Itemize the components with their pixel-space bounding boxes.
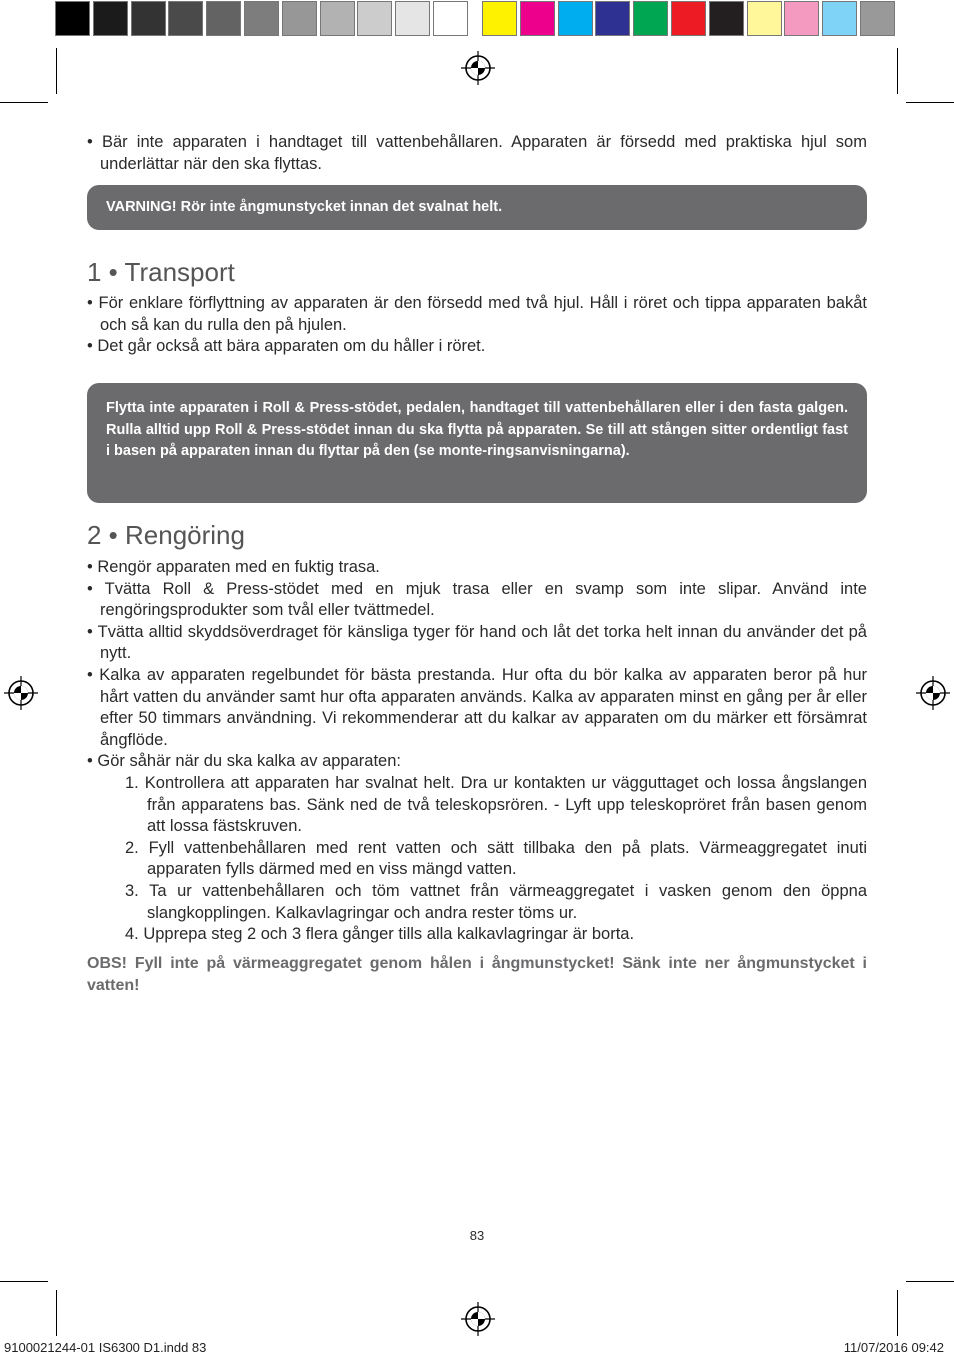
step-item: 3. Ta ur vattenbehållaren och töm vattnet från värmeaggregatet i vasken genom den öppna slangkopplingen. Kalkavlagringar och andra rester töms ur. <box>125 881 867 922</box>
intro-bullet: • Bär inte apparaten i handtaget till vattenbehållaren. Apparaten är försedd med praktiska hjul som underlättar när den ska flyttas. <box>87 132 867 175</box>
cleaning-section <box>87 557 867 946</box>
crop-mark <box>0 102 48 103</box>
gray-swatch <box>168 1 203 36</box>
color-swatch <box>595 1 630 36</box>
gray-swatch <box>93 1 128 36</box>
color-swatch <box>822 1 857 36</box>
color-swatch <box>633 1 668 36</box>
step-item: 1. Kontrollera att apparaten har svalnat helt. Dra ur kontakten ur vägguttaget och lossa ångslangen från apparatens bas. Sänk ned de två teleskopsrören. - Lyft upp teleskopröret från basen genom att lossa fästskruven. <box>125 773 867 836</box>
crop-mark <box>0 1281 48 1282</box>
transport-section <box>87 293 867 358</box>
gray-swatch <box>282 1 317 36</box>
color-swatch <box>558 1 593 36</box>
color-swatch <box>520 1 555 36</box>
list-item: • Det går också att bära apparaten om du håller i röret. <box>87 336 867 358</box>
crop-mark <box>897 48 898 94</box>
warning-box <box>87 383 867 503</box>
registration-mark-icon <box>916 676 950 710</box>
color-swatch <box>784 1 819 36</box>
color-swatch <box>860 1 895 36</box>
crop-mark <box>56 48 57 94</box>
gray-swatch <box>131 1 166 36</box>
descaling-steps <box>87 773 867 946</box>
gray-swatch <box>357 1 392 36</box>
registration-mark-icon <box>461 51 495 85</box>
grayscale-bar <box>55 1 471 38</box>
gray-swatch <box>395 1 430 36</box>
registration-mark-icon <box>461 1302 495 1336</box>
gray-swatch <box>55 1 90 36</box>
footer-timestamp: 11/07/2016 09:42 <box>843 1340 944 1355</box>
intro-section <box>87 132 867 175</box>
crop-mark <box>906 1281 954 1282</box>
gray-swatch <box>433 1 468 36</box>
color-swatch <box>747 1 782 36</box>
footer-file-info: 9100021244-01 IS6300 D1.indd 83 <box>4 1340 207 1355</box>
gray-swatch <box>320 1 355 36</box>
warning-text: Flytta inte apparaten i Roll & Press-stödet, pedalen, handtaget till vattenbehållaren eller i den fasta galgen. Rulla alltid upp Roll & Press-stödet innan du ska flytta på apparaten. Se till att stången sitter ordentligt fast i basen på apparaten innan du flyttar på den (se monte-ringsanvisningarna). <box>106 400 848 459</box>
obs-note: OBS! Fyll inte på värmeaggregatet genom hålen i ångmunstycket! Sänk inte ner ångmunstycket i vatten! <box>87 955 867 994</box>
list-item: • Kalka av apparaten regelbundet för bästa prestanda. Hur ofta du bör kalka av apparaten beror på hur hårt vatten du använder samt hur ofta apparaten används. Kalka av apparaten minst en gång per år eller efter 50 timmars användning. Vi rekommenderar att du kalkar av apparaten om du märker ett försämrat ångflöde. <box>87 665 867 751</box>
warning-box <box>87 185 867 230</box>
registration-mark-icon <box>4 676 38 710</box>
crop-mark <box>56 1290 57 1336</box>
list-item: • För enklare förflyttning av apparaten är den försedd med två hjul. Håll i röret och tippa apparaten bakåt och så kan du rulla den på hjulen. <box>87 293 867 336</box>
warning-text: VARNING! Rör inte ångmunstycket innan det svalnat helt. <box>106 199 503 215</box>
list-item: • Tvätta Roll & Press-stödet med en mjuk trasa eller en svamp som inte slipar. Använd inte rengöringsprodukter som tvål eller tvättmedel. <box>87 579 867 622</box>
color-bar <box>482 1 898 38</box>
list-item: • Gör såhär när du ska kalka av apparaten: <box>87 751 867 773</box>
crop-mark <box>897 1290 898 1336</box>
crop-mark <box>906 102 954 103</box>
color-swatch <box>482 1 517 36</box>
list-item: • Rengör apparaten med en fuktig trasa. <box>87 557 867 579</box>
list-item: • Tvätta alltid skyddsöverdraget för känsliga tyger för hand och låt det torka helt innan du använder det på nytt. <box>87 622 867 665</box>
gray-swatch <box>206 1 241 36</box>
step-item: 2. Fyll vattenbehållaren med rent vatten och sätt tillbaka den på plats. Värmeaggregatet inuti apparaten fylls därmed med en viss mängd vatten. <box>125 838 867 879</box>
gray-swatch <box>244 1 279 36</box>
step-item: 4. Upprepa steg 2 och 3 flera gånger tills alla kalkavlagringar är borta. <box>125 925 635 944</box>
color-swatch <box>709 1 744 36</box>
color-swatch <box>671 1 706 36</box>
section-title-cleaning: 2 • Rengöring <box>87 520 245 550</box>
page-number: 83 <box>469 1228 485 1243</box>
section-title-transport: 1 • Transport <box>87 257 235 287</box>
